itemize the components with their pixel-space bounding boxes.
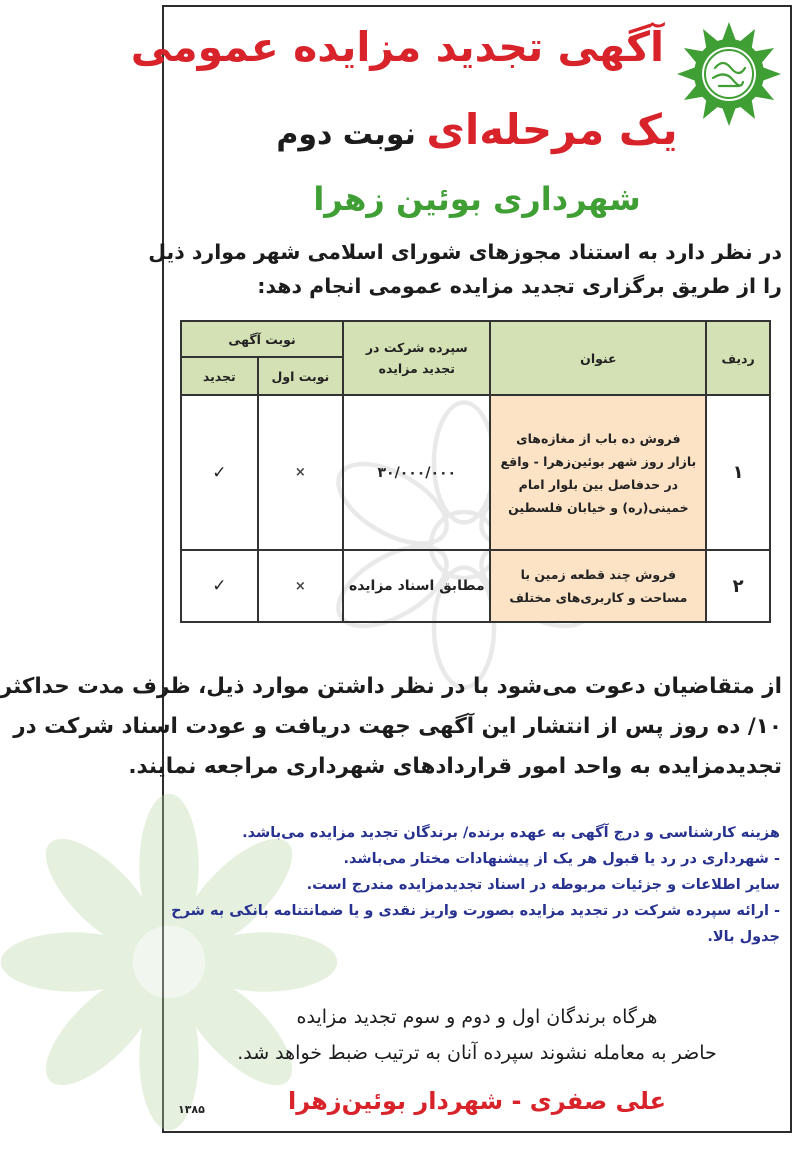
- closing-line: هرگاه برندگان اول و دوم و سوم تجدید مزایده: [296, 1006, 658, 1028]
- municipality-name: شهرداری بوئین زهرا: [313, 180, 641, 218]
- intro-line: در نظر دارد به استناد مجوزهای شورای اسلامی شهر موارد ذیل: [148, 240, 782, 264]
- row-title-line: بازار روز شهر بوئین‌زهرا - واقع: [500, 453, 697, 469]
- invitation-line: تجدیدمزایده به واحد امور قراردادهای شهرداری مراجعه نمایند.: [128, 754, 782, 779]
- note-line: هزینه کارشناسی و درج آگهی به عهده برنده/ برندگان تجدید مزایده می‌باشد.: [242, 825, 780, 841]
- table-row: [181, 395, 770, 550]
- row-first-round: ×: [258, 395, 343, 550]
- row-renewal: ✓: [181, 395, 258, 550]
- row-first-round: ×: [258, 550, 343, 622]
- row-title: [490, 395, 706, 550]
- header-deposit-line: سپرده شرکت در: [365, 340, 468, 355]
- subtitle-stage: یک مرحله‌ای: [426, 105, 678, 154]
- header-title: عنوان: [490, 321, 706, 395]
- row-title-line: مساحت و کاربری‌های مختلف: [509, 590, 688, 605]
- closing-line: حاضر به معامله نشوند سپرده آنان به ترتیب ضبط خواهد شد.: [237, 1042, 717, 1064]
- note-line: - ارائه سپرده شرکت در تجدید مزایده بصورت واریز نقدی و یا ضمانتنامه بانکی به شرح: [171, 903, 780, 919]
- header-row-number: ردیف: [706, 321, 770, 395]
- row-deposit: ۳۰/۰۰۰/۰۰۰: [343, 395, 490, 550]
- invitation-text: [0, 667, 782, 787]
- header-ad-round: نوبت آگهی: [181, 321, 343, 357]
- invitation-line: از متقاضیان دعوت می‌شود با در نظر داشتن موارد ذیل، ظرف مدت حداکثر: [0, 674, 782, 699]
- header-renewal: تجدید: [181, 357, 258, 395]
- row-renewal: ✓: [181, 550, 258, 622]
- row-title: [490, 550, 706, 622]
- row-title-line: در حدفاصل بین بلوار امام: [518, 476, 679, 492]
- row-number: ۱: [706, 395, 770, 550]
- row-title-line: خمینی(ره) و خیابان فلسطین: [508, 499, 689, 515]
- header-first-round: نوبت اول: [258, 357, 343, 395]
- row-deposit: مطابق اسناد مزایده: [343, 550, 490, 622]
- table-row: [181, 550, 770, 622]
- notice-frame: [0, 5, 792, 1133]
- note-line: - شهرداری در رد یا قبول هر یک از پیشنهادات مختار می‌باشد.: [343, 851, 780, 867]
- auction-table: [180, 320, 771, 623]
- row-title-line: فروش ده باب از مغازه‌های: [516, 430, 681, 446]
- subtitle-round: نوبت دوم: [276, 117, 427, 152]
- header-deposit-line: تجدید مزایده: [378, 361, 455, 376]
- note-line: سایر اطلاعات و جزئیات مربوطه در اسناد تجدیدمزایده مندرج است.: [306, 877, 780, 893]
- intro-text: [148, 235, 782, 303]
- closing-text: [164, 999, 790, 1071]
- intro-line: را از طریق برگزاری تجدید مزایده عمومی انجام دهد:: [257, 274, 782, 298]
- invitation-line: ۱۰/ ده روز پس از انتشار این آگهی جهت دریافت و عودت اسناد شرکت در: [13, 714, 782, 739]
- signature: علی صفری - شهردار بوئین‌زهرا: [287, 1087, 667, 1115]
- row-title-line: فروش چند قطعه زمین با: [520, 567, 677, 582]
- header-deposit: [343, 321, 490, 395]
- row-number: ۲: [706, 550, 770, 622]
- notice-subtitle: [164, 103, 790, 166]
- note-line: جدول بالا.: [707, 929, 780, 945]
- notice-code: ۱۳۸۵: [178, 1103, 205, 1116]
- notice-title: آگهی تجدید مزایده عمومی: [130, 23, 664, 71]
- notes-list: [171, 820, 780, 950]
